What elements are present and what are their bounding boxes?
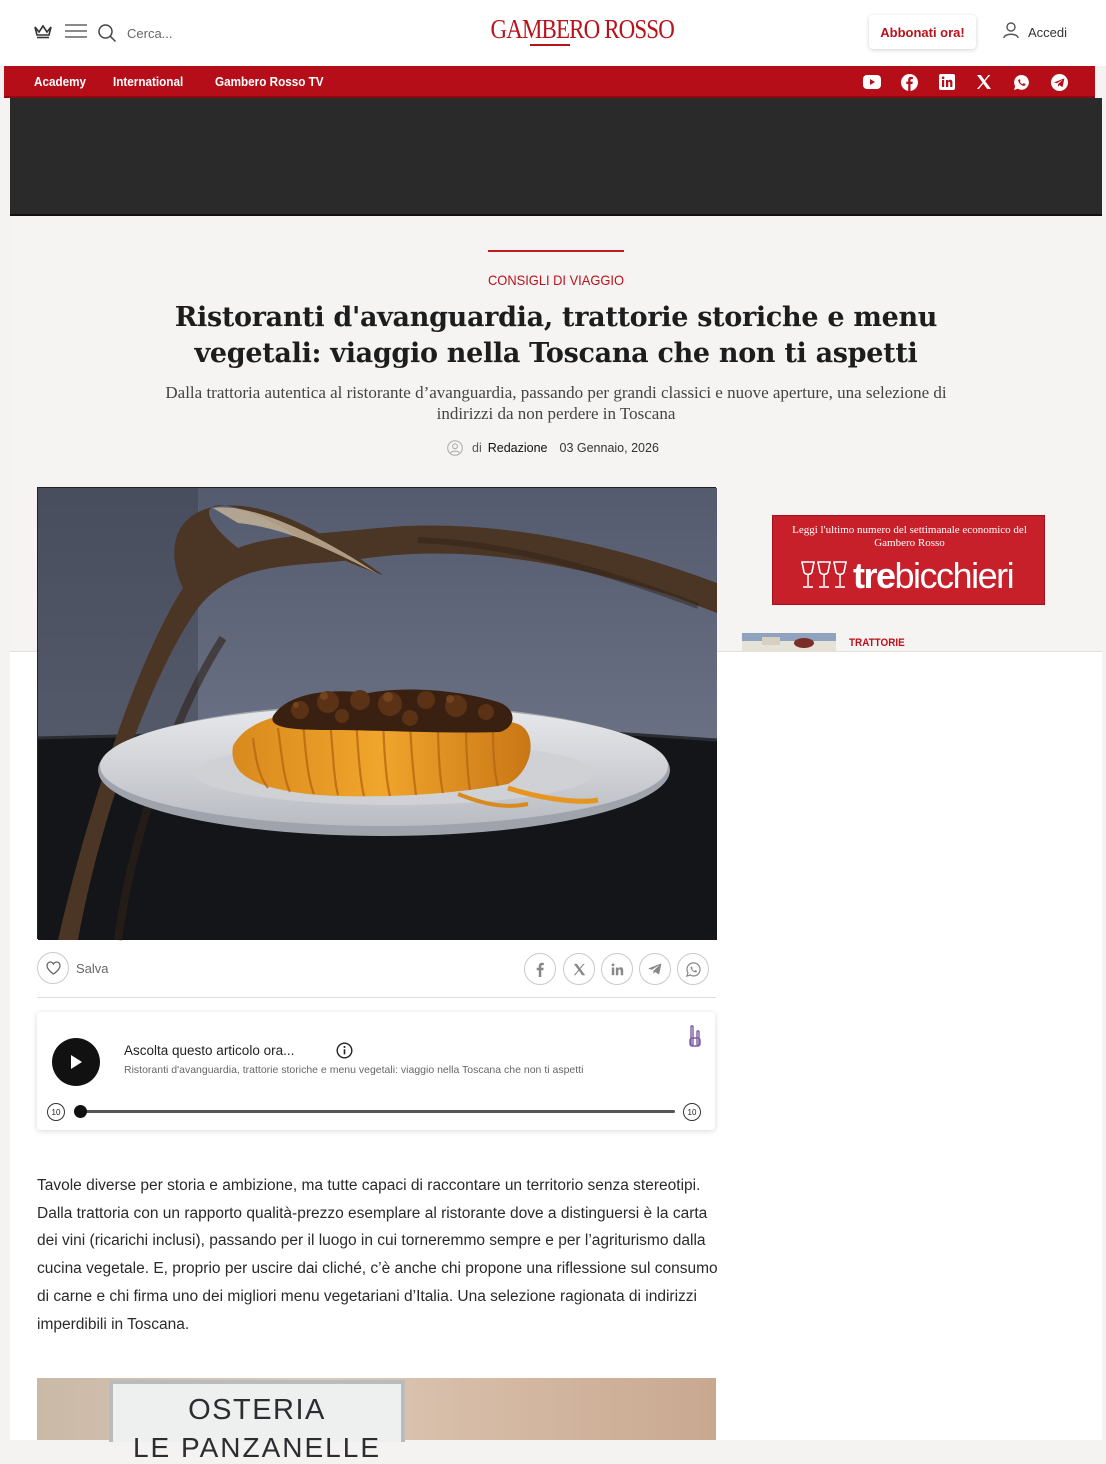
osteria-sign (109, 1380, 405, 1463)
linkedin-icon[interactable] (938, 73, 956, 91)
promo-text: Leggi l'ultimo numero del settimanale economico del Gambero Rosso (792, 524, 1027, 549)
share-linkedin-icon[interactable] (601, 953, 633, 985)
logo-underline (530, 44, 570, 46)
share-x-icon[interactable] (563, 953, 595, 985)
audio-provider-logo-icon[interactable] (688, 1024, 702, 1053)
facebook-icon[interactable] (900, 73, 918, 91)
actions-divider (37, 997, 716, 998)
article-title: Ristoranti d'avanguardia, trattorie storiche e menu vegetali: viaggio nella Toscana che non ti aspetti (174, 302, 938, 369)
site-header (0, 0, 1106, 66)
article-category[interactable]: CONSIGLI DI VIAGGIO (488, 272, 624, 288)
author-avatar-icon (447, 440, 463, 456)
search-input[interactable] (122, 22, 272, 44)
player-title: Ascolta questo articolo ora... (124, 1043, 295, 1058)
audio-player (37, 1012, 715, 1130)
share-facebook-icon[interactable] (524, 953, 556, 985)
save-button[interactable] (37, 952, 69, 984)
trebicchieri-logo: trebicchieri (853, 555, 1014, 596)
progress-track[interactable] (81, 1110, 675, 1113)
share-telegram-icon[interactable] (639, 953, 671, 985)
category-divider (488, 250, 624, 252)
nav-item-academy[interactable]: Academy (34, 74, 87, 89)
related-article-category[interactable]: TRATTORIE (849, 637, 905, 649)
forward-10-button[interactable]: 10 (683, 1103, 701, 1121)
progress-handle[interactable] (74, 1105, 87, 1118)
x-icon[interactable] (975, 73, 993, 91)
heart-icon (46, 961, 61, 975)
login-link[interactable] (1003, 22, 1067, 42)
nav-item-international[interactable]: International (113, 74, 184, 89)
byline-prefix: di (472, 441, 482, 455)
play-button[interactable] (52, 1038, 100, 1086)
gambero-rosso-logo[interactable]: GAMBERO ROSSO (490, 14, 674, 44)
login-label: Accedi (1028, 24, 1068, 40)
trebicchieri-promo[interactable] (772, 515, 1045, 605)
player-subtitle: Ristoranti d'avanguardia, trattorie storiche e menu vegetali: viaggio nella Toscana che non ti aspetti (124, 1064, 584, 1076)
article-intro-paragraph: Tavole diverse per storia e ambizione, ma tutte capaci di raccontare un territorio senza stereotipi. Dalla trattoria con un rapporto qualità-prezzo esemplare al ristorante dove a distinguersi è la carta dei vini (ricarichi inclusi), passando per il luogo in cui torneremmo sempre e per l’agriturismo dalla cucina vegetale. E, proprio per uscire dai cliché, c’è anche chi propone una riflessione sul consumo di carne e chi firma uno dei migliori menu vegetariani d’Italia. Una selezione ragionata di indirizzi imperdibili in Toscana. (37, 1177, 718, 1333)
save-label[interactable]: Salva (76, 961, 109, 976)
info-icon[interactable] (336, 1042, 353, 1064)
telegram-icon[interactable] (1050, 73, 1068, 91)
publish-date: 03 Gennaio, 2026 (559, 441, 659, 455)
sign-line-2: LE PANZANELLE (132, 1432, 382, 1463)
youtube-icon[interactable] (863, 73, 881, 91)
whatsapp-icon[interactable] (1012, 73, 1030, 91)
hero-image (37, 487, 716, 939)
author-name[interactable]: Redazione (487, 441, 548, 455)
crown-icon[interactable] (33, 23, 53, 44)
article-byline (447, 440, 659, 456)
subscribe-button[interactable]: Abbonati ora! (869, 15, 976, 49)
wine-glasses-icon (800, 560, 850, 595)
osteria-image (37, 1378, 716, 1463)
nav-item-gambero-rosso-tv[interactable]: Gambero Rosso TV (215, 74, 324, 89)
related-article-thumbnail[interactable] (742, 633, 836, 652)
share-whatsapp-icon[interactable] (677, 953, 709, 985)
advertisement-banner[interactable] (10, 98, 1102, 216)
play-icon (69, 1054, 83, 1070)
main-nav (4, 66, 1095, 98)
sign-line-1: OSTERIA (188, 1394, 326, 1426)
article-subtitle: Dalla trattoria autentica al ristorante d’avanguardia, passando per grandi classici e nuove aperture, una selezione di indirizzi da non perdere in Toscana (165, 383, 947, 423)
search-icon[interactable] (97, 23, 117, 48)
rewind-10-button[interactable]: 10 (47, 1103, 65, 1121)
user-icon (1003, 22, 1019, 42)
menu-icon[interactable] (64, 22, 88, 45)
